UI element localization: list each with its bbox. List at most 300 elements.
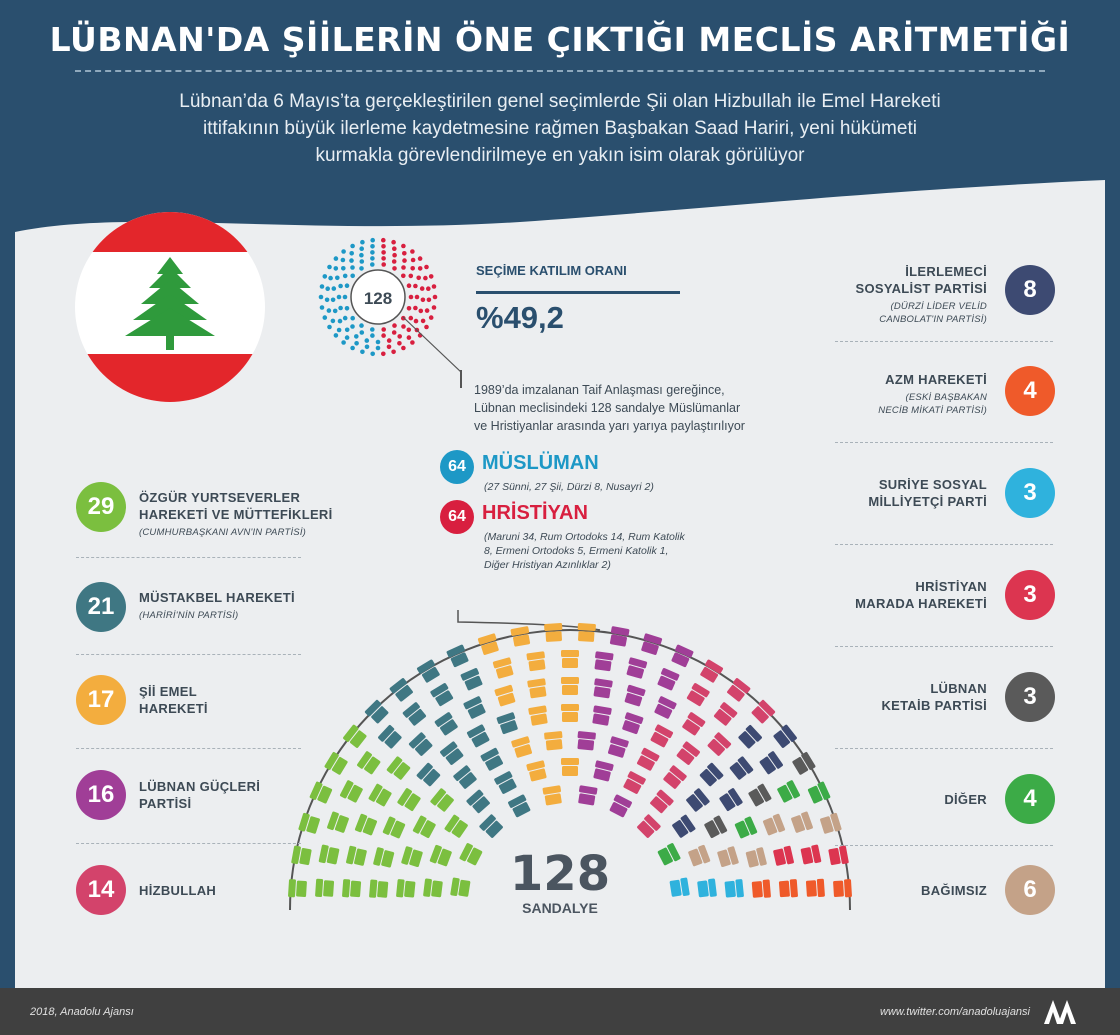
seat-cushion (724, 881, 736, 898)
seat (717, 846, 739, 868)
seat (657, 843, 681, 867)
mini-chart-dot (360, 330, 365, 335)
party-row (780, 366, 1055, 426)
seat (726, 677, 751, 702)
seat (561, 758, 579, 776)
lebanon-flag (75, 212, 265, 402)
party-name (787, 791, 987, 808)
party-name-line: Şİİ EMEL (139, 684, 198, 699)
seat-back (708, 878, 717, 897)
mini-chart-dot (392, 266, 397, 271)
christian-count: 64 (440, 500, 474, 534)
seat-subtitle: SANDALYE (522, 900, 598, 916)
legend-divider (835, 845, 1053, 846)
party-seat-count: 3 (1005, 570, 1055, 620)
anadolu-logo-icon (1042, 996, 1078, 1026)
seat-back (735, 879, 744, 898)
mini-chart-dot (415, 295, 420, 300)
muslim-note (484, 480, 744, 494)
mini-chart-dot (381, 238, 386, 243)
seat-cushion (669, 880, 681, 897)
seat (662, 765, 687, 790)
party-seat-count: 4 (1005, 366, 1055, 416)
mini-chart-dot (359, 253, 364, 258)
seat (561, 650, 579, 668)
seat-back (680, 877, 690, 896)
mini-chart-dot (424, 325, 429, 330)
party-name (139, 778, 260, 812)
legend-divider (835, 341, 1053, 342)
mini-chart-dot (401, 324, 406, 329)
seat (671, 814, 696, 839)
mini-chart-dot (407, 328, 412, 333)
mini-chart-dot (397, 334, 402, 339)
mini-chart-dot (432, 284, 437, 289)
subtitle-line: Lübnan’da 6 Mayıs’ta gerçekleştirilen genel seçimlerde Şii olan Hizbullah ile Emel Hareketi (179, 91, 941, 112)
mini-chart-dot (334, 256, 339, 261)
party-name (139, 683, 208, 717)
seat (401, 846, 423, 868)
subtitle (100, 88, 1020, 169)
mini-chart-dot (401, 346, 406, 351)
party-name (787, 263, 987, 297)
mini-chart-dot (341, 258, 346, 263)
mini-chart-dot (381, 250, 386, 255)
mini-chart-dot (413, 284, 418, 289)
party-name (787, 882, 987, 899)
mini-chart-dot (420, 286, 425, 291)
muslim-note-line: (27 Sünni, 27 Şii, Dürzi 8, Nusayri 2) (484, 481, 654, 493)
mini-chart-dot (365, 345, 370, 350)
seat-cushion (299, 848, 312, 866)
seat-cushion (529, 686, 546, 698)
mini-chart-dot (337, 328, 342, 333)
mini-chart-dot (338, 306, 343, 311)
party-name (787, 578, 987, 612)
mini-chart-dot (402, 251, 407, 256)
party-row (76, 770, 376, 830)
seat (593, 651, 613, 671)
mini-chart-dot (407, 306, 412, 311)
seat (377, 724, 402, 749)
seat-cushion (578, 793, 595, 805)
seat (423, 878, 443, 898)
mini-chart-dot (370, 244, 375, 249)
title-divider (75, 70, 1045, 72)
seat (752, 879, 771, 898)
seat (685, 682, 710, 707)
seat (758, 751, 783, 776)
party-note-line: CANBOLAT'IN PARTİSİ) (879, 314, 987, 325)
mini-chart-dot (350, 316, 355, 321)
mini-chart-dot (414, 319, 419, 324)
seat (528, 705, 549, 726)
mini-chart-dot (345, 328, 350, 333)
christian-note-line: 8, Ermeni Ortodoks 5, Ermeni Katolik 1, (484, 545, 669, 557)
seat-cushion (458, 880, 470, 897)
seat (681, 712, 706, 737)
seat-back (561, 677, 579, 684)
party-name (139, 882, 216, 899)
seat (577, 785, 598, 806)
party-name-line: SOSYALİST PARTİSİ (855, 281, 987, 296)
seat-back (544, 623, 562, 631)
seat-back (595, 651, 614, 660)
legend-divider (76, 843, 301, 844)
legend-divider (76, 748, 301, 749)
seat (402, 702, 427, 727)
seat (453, 765, 478, 790)
seat-cushion (562, 658, 578, 668)
seat (561, 677, 579, 695)
seat (544, 623, 563, 642)
mini-chart-dot (410, 266, 415, 271)
seat (450, 877, 471, 898)
seat-back (561, 704, 579, 711)
seat (636, 747, 660, 771)
seat-cushion (562, 712, 578, 722)
footer-twitter-link[interactable]: www.twitter.com/anadoluajansi (880, 1006, 1030, 1018)
mini-chart-dot (407, 283, 412, 288)
muslim-count: 64 (440, 450, 474, 484)
party-row (76, 582, 376, 642)
mini-chart-dot (365, 338, 370, 343)
seat (459, 843, 483, 867)
seat-cushion (592, 713, 609, 726)
mini-chart-dot (413, 306, 418, 311)
seat (592, 678, 612, 698)
seat-back (561, 650, 579, 657)
party-seat-count: 6 (1005, 865, 1055, 915)
party-row (76, 482, 376, 542)
seat (561, 704, 579, 722)
seat-cushion (562, 766, 578, 776)
legend-divider (76, 654, 301, 655)
mini-chart-dot (341, 340, 346, 345)
party-note (139, 609, 238, 622)
mini-chart-dot (416, 276, 421, 281)
mini-chart-dot (345, 335, 350, 340)
party-name-line: LÜBNAN GÜÇLERİ (139, 779, 261, 794)
mini-chart-dot (392, 330, 397, 335)
party-row (780, 468, 1055, 528)
mini-chart-dot (331, 298, 336, 303)
mini-chart-dot (320, 305, 325, 310)
seat (439, 741, 464, 766)
taif-line: ve Hristiyanlar arasında yarı yarıya paylaştırılıyor (474, 419, 745, 433)
seat (429, 844, 452, 867)
mini-chart-dot (425, 308, 430, 313)
seat-cushion (577, 739, 594, 751)
seat (706, 732, 731, 757)
mini-chart-dot (360, 259, 365, 264)
seat (791, 751, 816, 776)
mini-chart-dot (334, 266, 339, 271)
party-note (787, 300, 987, 326)
mini-chart-dot (359, 266, 364, 271)
legend-divider (835, 544, 1053, 545)
mini-chart-dot (391, 240, 396, 245)
mini-chart-dot (381, 256, 386, 261)
seat-cushion (431, 880, 443, 897)
seat-back (544, 731, 563, 740)
seat (430, 682, 455, 707)
mini-chart-dot (392, 323, 397, 328)
seat (697, 878, 717, 898)
party-name-line: AZM HAREKETİ (885, 372, 987, 387)
seat (699, 762, 724, 787)
mini-chart-dot (350, 244, 355, 249)
seat (828, 845, 849, 866)
mini-chart-dot (424, 265, 429, 270)
party-note (787, 391, 987, 417)
mini-chart-dot (343, 295, 348, 300)
seat (687, 844, 710, 867)
seat (734, 816, 758, 840)
mini-chart-dot (381, 262, 386, 267)
legend-divider (835, 748, 1053, 749)
seat (577, 623, 596, 642)
taif-line: Lübnan meclisindeki 128 sandalye Müslümanlar (474, 401, 741, 415)
christian-label: HRİSTİYAN (482, 502, 588, 524)
seat (718, 787, 743, 812)
muslim-label: MÜSLÜMAN (482, 452, 599, 474)
seat-cushion (593, 686, 610, 698)
mini-chart-dot (370, 333, 375, 338)
seat-cushion (828, 848, 841, 866)
seat (591, 705, 612, 726)
party-note-line: NECİB MİKATİ PARTİSİ) (878, 405, 987, 416)
mini-chart-dot (381, 244, 386, 249)
mini-chart-dot (407, 335, 412, 340)
seat-back (527, 678, 546, 688)
seat-cushion (752, 881, 763, 898)
mini-chart-dot (323, 315, 328, 320)
mini-chart-dot (333, 309, 338, 314)
mini-chart-dot (334, 333, 339, 338)
party-name (787, 476, 987, 510)
seat (416, 762, 441, 787)
mini-chart-dot (327, 265, 332, 270)
party-name-line: LÜBNAN (930, 681, 987, 696)
mini-chart-dot (381, 352, 386, 357)
mini-chart-dot (376, 340, 381, 345)
seat (434, 712, 459, 737)
seat-cushion (562, 685, 578, 695)
turnout-rule (476, 291, 680, 294)
party-note (139, 526, 306, 539)
party-seat-count: 3 (1005, 468, 1055, 518)
seat (446, 644, 470, 668)
seat (636, 814, 661, 839)
mini-chart-dot (343, 274, 348, 279)
taif-line: 1989’da imzalanan Taif Anlaşması gereğince, (474, 383, 725, 397)
seat (542, 785, 563, 806)
seat (373, 847, 395, 869)
seat (479, 814, 504, 839)
seat (544, 731, 564, 751)
mini-chart-dot (392, 246, 397, 251)
seat (625, 657, 647, 679)
seat-cushion (528, 659, 545, 671)
seat-cushion (377, 881, 388, 898)
seat-back (594, 678, 613, 688)
mini-chart-dot (350, 346, 355, 351)
party-seat-count: 17 (76, 675, 126, 725)
mini-chart-dot (354, 334, 359, 339)
mini-chart-dot (370, 256, 375, 261)
seat (346, 845, 368, 867)
mini-chart-dot (402, 258, 407, 263)
mini-chart-dot (350, 324, 355, 329)
seat-back (577, 731, 596, 740)
mini-chart-dot (341, 266, 346, 271)
mini-chart-dot (410, 249, 415, 254)
mini-chart-dot (354, 341, 359, 346)
seat (318, 844, 339, 865)
party-name-line: ÖZGÜR YURTSEVERLER (139, 490, 301, 505)
party-row (780, 570, 1055, 630)
seat-cushion (545, 631, 562, 642)
mini-chart-dot (409, 274, 414, 279)
mini-chart-dot (350, 274, 355, 279)
seat (745, 847, 767, 869)
mini-chart-dot (392, 259, 397, 264)
mini-chart-dot (370, 250, 375, 255)
mini-chart-dot (332, 286, 337, 291)
seat (608, 794, 632, 818)
seat (592, 760, 614, 782)
mini-chart-dot (359, 323, 364, 328)
seat (750, 699, 775, 724)
seat (623, 684, 645, 706)
mini-chart-dot (343, 316, 348, 321)
seat-back (450, 877, 460, 896)
mini-chart-dot (335, 276, 340, 281)
subtitle-line: ittifakının büyük ilerleme kaydetmesine rağmen Başbakan Saad Hariri, yeni hükümeti (203, 118, 917, 139)
party-row (780, 672, 1055, 732)
mini-chart-dot (359, 246, 364, 251)
seat (412, 815, 436, 839)
seat (480, 747, 504, 771)
party-name-line: HAREKETİ VE MÜTTEFİKLERİ (139, 507, 333, 522)
mini-chart-dot (429, 274, 434, 279)
mini-chart-dot (331, 319, 336, 324)
mini-chart-dot (325, 286, 330, 291)
mini-chart-dot (392, 253, 397, 258)
mini-chart-dot (345, 306, 350, 311)
party-seat-count: 21 (76, 582, 126, 632)
seat (729, 756, 754, 781)
mini-chart-dot (349, 258, 354, 263)
seat-back (423, 878, 432, 897)
party-name-line: BAĞIMSIZ (921, 883, 987, 898)
mini-chart-dot (418, 266, 423, 271)
seat (493, 657, 515, 679)
mini-chart-dot (338, 284, 343, 289)
seat (466, 789, 491, 814)
party-name (787, 371, 987, 388)
seat-cushion (800, 847, 813, 865)
mini-chart-dot (325, 298, 330, 303)
seat (494, 684, 516, 706)
footer-credit: 2018, Anadolu Ajansı (30, 1006, 134, 1018)
party-seat-count: 29 (76, 482, 126, 532)
party-name (787, 680, 987, 714)
turnout-value: %49,2 (476, 300, 564, 335)
seat (527, 678, 547, 698)
seat (724, 879, 744, 899)
seat (649, 789, 674, 814)
party-seat-count: 14 (76, 865, 126, 915)
christian-note (484, 530, 744, 572)
mini-chart-dot (387, 345, 392, 350)
seat (511, 736, 533, 758)
seat (621, 712, 644, 735)
seat (713, 702, 738, 727)
mini-chart-dot (433, 295, 438, 300)
seat (656, 668, 680, 692)
seat-cushion (327, 847, 340, 865)
seat-cushion (697, 880, 709, 897)
mini-chart-dot (319, 295, 324, 300)
seat (653, 696, 677, 720)
party-row (780, 265, 1055, 325)
seat (397, 787, 422, 812)
party-note-line: (ESKİ BAŞBAKAN (905, 392, 987, 403)
seat-cushion (545, 793, 562, 805)
party-name (139, 589, 295, 606)
seat-cushion (773, 848, 786, 866)
seat (649, 724, 673, 748)
party-name-line: MİLLİYETÇİ PARTİ (868, 494, 987, 509)
page-title: LÜBNAN'DA ŞİİLERİN ÖNE ÇIKTIĞI MECLİS ARİTMETİĞİ (49, 20, 1071, 59)
mini-chart-dot (426, 286, 431, 291)
mini-chart-dot (391, 350, 396, 355)
party-note-line: (HARİRİ'NİN PARTİSİ) (139, 610, 239, 621)
seat (526, 651, 546, 671)
legend-divider (76, 557, 301, 558)
mini-chart-dot (410, 340, 415, 345)
party-note-line: (DÜRZİ LİDER VELİD (890, 301, 987, 312)
seat (737, 724, 762, 749)
seat-cushion (404, 881, 416, 898)
party-row (780, 774, 1055, 834)
seat (747, 783, 772, 808)
taif-note (474, 381, 794, 435)
seat (622, 771, 646, 795)
seat-back (526, 651, 545, 660)
mini-chart-dot (423, 276, 428, 281)
mini-chart-dot (320, 284, 325, 289)
legend-divider (835, 442, 1053, 443)
seat-back (396, 879, 405, 898)
mini-chart-dot (328, 276, 333, 281)
mini-chart-dot (411, 258, 416, 263)
party-seat-count: 8 (1005, 265, 1055, 315)
seat (607, 736, 629, 758)
party-name-line: SURİYE SOSYAL (878, 477, 987, 492)
party-seat-count: 3 (1005, 672, 1055, 722)
mini-chart-dot (432, 305, 437, 310)
mini-chart-dot (387, 338, 392, 343)
mini-chart-total: 128 (363, 289, 393, 308)
party-seat-count: 16 (76, 770, 126, 820)
seat (291, 845, 312, 866)
seat (496, 712, 519, 735)
christian-note-line: (Maruni 34, Rum Ortodoks 14, Rum Katolik (484, 531, 685, 543)
party-name-line: DİĞER (944, 792, 987, 807)
